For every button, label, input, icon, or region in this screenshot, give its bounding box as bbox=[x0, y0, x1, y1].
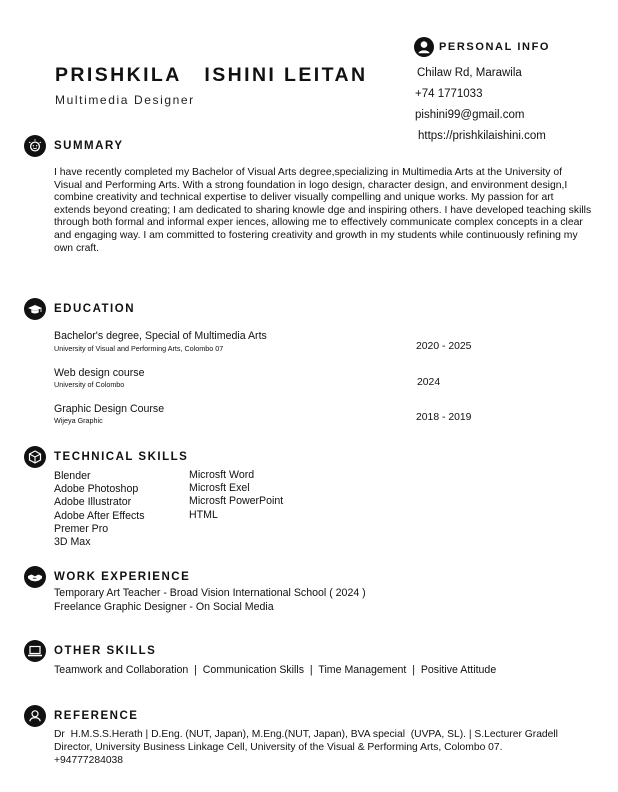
reference-block bbox=[54, 728, 558, 767]
skill-item: Microsft Word bbox=[189, 469, 255, 481]
reference-header bbox=[24, 705, 138, 727]
education-institution: University of Colombo bbox=[54, 380, 125, 389]
resume-role: Multimedia Designer bbox=[55, 93, 195, 107]
contact-address: Chilaw Rd, Marawila bbox=[417, 67, 522, 79]
face-icon bbox=[24, 135, 46, 157]
reference-title: REFERENCE bbox=[54, 710, 139, 722]
work-experience-header bbox=[24, 566, 190, 588]
contact-email: pishini99@gmail.com bbox=[415, 109, 525, 121]
education-years: 2018 - 2019 bbox=[416, 412, 472, 423]
other-skills-text: Teamwork and Collaboration | Communication Skills | Time Management | Positive Attitude bbox=[54, 664, 497, 676]
skill-item: Microsft Exel bbox=[189, 482, 250, 495]
education-years: 2020 - 2025 bbox=[416, 341, 472, 352]
work-experience-item: Freelance Graphic Designer - On Social Media bbox=[54, 601, 274, 613]
reference-name: Dr H.M.S.S.Herath | D.Eng. (NUT, Japan), M.Eng.(NUT, Japan), BVA special (UVPA, SL). | S.Lecturer Gradell bbox=[54, 729, 558, 740]
personal-info-header bbox=[414, 37, 550, 57]
handshake-icon bbox=[24, 566, 46, 588]
work-experience-title: WORK EXPERIENCE bbox=[54, 571, 191, 583]
laptop-icon bbox=[24, 640, 46, 662]
education-course: Web design course bbox=[54, 367, 145, 379]
personal-info-title: PERSONAL INFO bbox=[439, 41, 551, 53]
cube-icon bbox=[24, 446, 46, 468]
technical-skills-list-2 bbox=[189, 469, 283, 522]
technical-skills-title: TECHNICAL SKILLS bbox=[54, 451, 189, 463]
work-experience-item: Temporary Art Teacher - Broad Vision International School ( 2024 ) bbox=[54, 587, 366, 599]
person-outline-icon bbox=[24, 705, 46, 727]
summary-text: I have recently completed my Bachelor of Visual Arts degree,specializing in Multimedia Arts at the University of Visual and Performing Arts. With a strong foundation in logo design, character design, and environment design,I combine creativity and technical expertise to deliver visually compelling and unique works. My passion for art extends beyond creating; I am dedicated to sharing knowle dge and inspiring others. I have developed teaching skills through both formal and informal exper iences, allowing me to effectively communicate complex concepts in a clear and engaging way. I am committed to fostering creativity and growth in my students while continuously refining my own craft. bbox=[54, 167, 592, 254]
user-icon bbox=[414, 37, 434, 57]
other-skills-title: OTHER SKILLS bbox=[54, 645, 157, 657]
education-institution: Wijeya Graphic bbox=[54, 416, 103, 425]
skill-item: Blender bbox=[54, 470, 91, 482]
skill-item: Adobe After Effects bbox=[54, 509, 145, 522]
skill-item: Adobe Illustrator bbox=[54, 496, 132, 509]
technical-skills-header bbox=[24, 446, 188, 468]
reference-phone: +94777284038 bbox=[54, 755, 124, 766]
skill-item: 3D Max bbox=[54, 536, 91, 549]
graduation-cap-icon bbox=[24, 298, 46, 320]
education-course: Bachelor's degree, Special of Multimedia Arts bbox=[54, 330, 267, 342]
contact-phone: +74 1771033 bbox=[415, 88, 483, 100]
contact-website: https://prishkilaishini.com bbox=[418, 130, 546, 142]
education-course: Graphic Design Course bbox=[54, 403, 165, 415]
education-title: EDUCATION bbox=[54, 303, 136, 315]
resume-name: PRISHKILA ISHINI LEITAN bbox=[55, 64, 368, 86]
summary-title: SUMMARY bbox=[54, 140, 124, 152]
education-header bbox=[24, 298, 135, 320]
other-skills-header bbox=[24, 640, 156, 662]
skill-item: Premer Pro bbox=[54, 522, 109, 535]
skill-item: Adobe Photoshop bbox=[54, 483, 139, 496]
skill-item: HTML bbox=[189, 508, 218, 521]
skill-item: Microsft PowerPoint bbox=[189, 495, 284, 508]
summary-header bbox=[24, 135, 124, 157]
technical-skills-list-1 bbox=[54, 470, 145, 549]
reference-position: Director, University Business Linkage Cell, University of the Visual & Performing Arts, Colombo 07. bbox=[54, 742, 503, 753]
education-years: 2024 bbox=[417, 377, 441, 388]
education-institution: University of Visual and Performing Arts, Colombo 07 bbox=[54, 344, 224, 353]
